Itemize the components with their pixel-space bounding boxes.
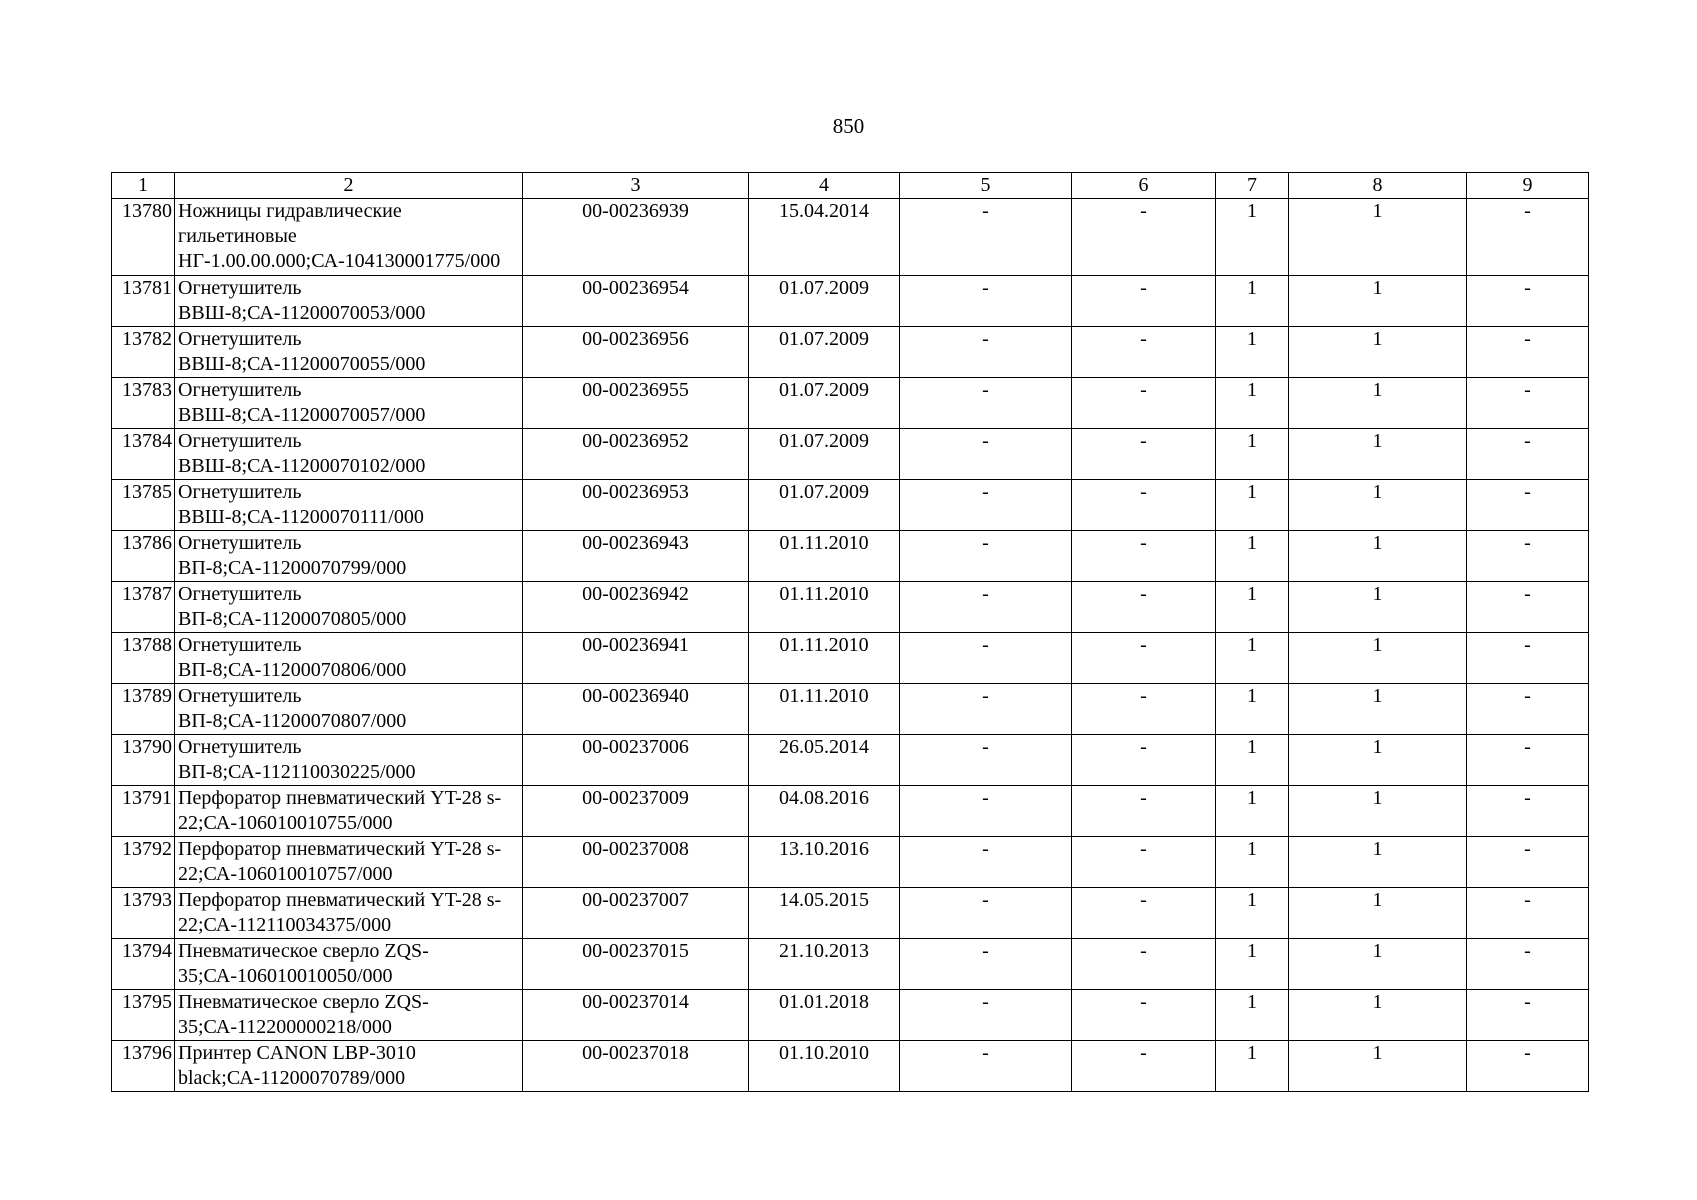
item-name-cell: Перфоратор пневматический YT-28 s-22;СА-112110034375/000	[175, 888, 523, 939]
column-5-cell: -	[900, 480, 1072, 531]
column-header: 1	[112, 173, 175, 199]
column-8-cell: 1	[1289, 429, 1467, 480]
column-9-cell: -	[1467, 684, 1589, 735]
column-5-cell: -	[900, 582, 1072, 633]
row-number-cell: 13790	[112, 735, 175, 786]
column-9-cell: -	[1467, 276, 1589, 327]
item-name-cell: Огнетушитель ВП-8;СА-11200070805/000	[175, 582, 523, 633]
date-cell: 01.07.2009	[749, 480, 900, 531]
table-row	[112, 837, 1589, 888]
column-7-cell: 1	[1216, 837, 1289, 888]
table-row	[112, 990, 1589, 1041]
column-5-cell: -	[900, 735, 1072, 786]
column-6-cell: -	[1072, 990, 1216, 1041]
date-cell: 04.08.2016	[749, 786, 900, 837]
inventory-code-cell: 00-00237014	[523, 990, 749, 1041]
column-header: 5	[900, 173, 1072, 199]
column-7-cell: 1	[1216, 990, 1289, 1041]
row-number-cell: 13783	[112, 378, 175, 429]
column-6-cell: -	[1072, 735, 1216, 786]
column-7-cell: 1	[1216, 939, 1289, 990]
item-name-cell: Огнетушитель ВВШ-8;СА-11200070053/000	[175, 276, 523, 327]
column-7-cell: 1	[1216, 531, 1289, 582]
table-row	[112, 684, 1589, 735]
date-cell: 01.11.2010	[749, 633, 900, 684]
column-5-cell: -	[900, 888, 1072, 939]
column-8-cell: 1	[1289, 888, 1467, 939]
item-name-cell: Огнетушитель ВВШ-8;СА-11200070057/000	[175, 378, 523, 429]
column-8-cell: 1	[1289, 837, 1467, 888]
row-number-cell: 13789	[112, 684, 175, 735]
inventory-code-cell: 00-00236940	[523, 684, 749, 735]
column-5-cell: -	[900, 429, 1072, 480]
column-8-cell: 1	[1289, 684, 1467, 735]
inventory-code-cell: 00-00236941	[523, 633, 749, 684]
date-cell: 01.07.2009	[749, 327, 900, 378]
column-8-cell: 1	[1289, 531, 1467, 582]
column-header: 3	[523, 173, 749, 199]
item-name-cell: Огнетушитель ВВШ-8;СА-11200070111/000	[175, 480, 523, 531]
column-6-cell: -	[1072, 531, 1216, 582]
column-7-cell: 1	[1216, 199, 1289, 276]
column-header: 4	[749, 173, 900, 199]
row-number-cell: 13796	[112, 1041, 175, 1092]
column-6-cell: -	[1072, 582, 1216, 633]
date-cell: 01.07.2009	[749, 276, 900, 327]
row-number-cell: 13787	[112, 582, 175, 633]
column-6-cell: -	[1072, 378, 1216, 429]
column-7-cell: 1	[1216, 480, 1289, 531]
date-cell: 01.07.2009	[749, 429, 900, 480]
page-number: 850	[832, 114, 865, 138]
table-row	[112, 378, 1589, 429]
column-5-cell: -	[900, 786, 1072, 837]
inventory-code-cell: 00-00237018	[523, 1041, 749, 1092]
item-name-cell: Принтер CANON LBP-3010 black;СА-11200070789/000	[175, 1041, 523, 1092]
table-row	[112, 786, 1589, 837]
item-name-cell: Огнетушитель ВВШ-8;СА-11200070102/000	[175, 429, 523, 480]
date-cell: 01.01.2018	[749, 990, 900, 1041]
column-6-cell: -	[1072, 786, 1216, 837]
column-8-cell: 1	[1289, 1041, 1467, 1092]
column-5-cell: -	[900, 939, 1072, 990]
column-7-cell: 1	[1216, 786, 1289, 837]
column-9-cell: -	[1467, 429, 1589, 480]
column-6-cell: -	[1072, 199, 1216, 276]
column-header: 6	[1072, 173, 1216, 199]
column-header: 8	[1289, 173, 1467, 199]
date-cell: 01.07.2009	[749, 378, 900, 429]
column-7-cell: 1	[1216, 684, 1289, 735]
inventory-code-cell: 00-00236955	[523, 378, 749, 429]
item-name-cell: Пневматическое сверло ZQS-35;СА-112200000218/000	[175, 990, 523, 1041]
column-8-cell: 1	[1289, 276, 1467, 327]
table-row	[112, 582, 1589, 633]
row-number-cell: 13784	[112, 429, 175, 480]
row-number-cell: 13794	[112, 939, 175, 990]
item-name-cell: Огнетушитель ВП-8;СА-11200070806/000	[175, 633, 523, 684]
row-number-cell: 13791	[112, 786, 175, 837]
table-row	[112, 199, 1589, 276]
column-5-cell: -	[900, 199, 1072, 276]
column-6-cell: -	[1072, 633, 1216, 684]
inventory-code-cell: 00-00236952	[523, 429, 749, 480]
row-number-cell: 13786	[112, 531, 175, 582]
inventory-code-cell: 00-00237007	[523, 888, 749, 939]
column-6-cell: -	[1072, 837, 1216, 888]
column-header: 9	[1467, 173, 1589, 199]
inventory-code-cell: 00-00236954	[523, 276, 749, 327]
item-name-cell: Огнетушитель ВП-8;СА-11200070807/000	[175, 684, 523, 735]
column-8-cell: 1	[1289, 480, 1467, 531]
date-cell: 15.04.2014	[749, 199, 900, 276]
column-8-cell: 1	[1289, 582, 1467, 633]
inventory-code-cell: 00-00236939	[523, 199, 749, 276]
column-9-cell: -	[1467, 1041, 1589, 1092]
column-6-cell: -	[1072, 684, 1216, 735]
table-row	[112, 888, 1589, 939]
item-name-cell: Огнетушитель ВП-8;СА-112110030225/000	[175, 735, 523, 786]
inventory-code-cell: 00-00237006	[523, 735, 749, 786]
column-8-cell: 1	[1289, 327, 1467, 378]
column-6-cell: -	[1072, 888, 1216, 939]
inventory-code-cell: 00-00237015	[523, 939, 749, 990]
column-7-cell: 1	[1216, 735, 1289, 786]
date-cell: 14.05.2015	[749, 888, 900, 939]
column-5-cell: -	[900, 327, 1072, 378]
column-6-cell: -	[1072, 1041, 1216, 1092]
table-row	[112, 531, 1589, 582]
column-5-cell: -	[900, 276, 1072, 327]
row-number-cell: 13792	[112, 837, 175, 888]
item-name-cell: Перфоратор пневматический YT-28 s-22;СА-106010010755/000	[175, 786, 523, 837]
column-5-cell: -	[900, 837, 1072, 888]
item-name-cell: Ножницы гидравлические гильетиновые НГ-1.00.00.000;СА-104130001775/000	[175, 199, 523, 276]
column-5-cell: -	[900, 633, 1072, 684]
column-8-cell: 1	[1289, 633, 1467, 684]
table-row	[112, 480, 1589, 531]
inventory-code-cell: 00-00237008	[523, 837, 749, 888]
row-number-cell: 13793	[112, 888, 175, 939]
item-name-cell: Пневматическое сверло ZQS-35;СА-106010010050/000	[175, 939, 523, 990]
column-9-cell: -	[1467, 735, 1589, 786]
date-cell: 13.10.2016	[749, 837, 900, 888]
column-6-cell: -	[1072, 480, 1216, 531]
table-row	[112, 633, 1589, 684]
column-9-cell: -	[1467, 990, 1589, 1041]
column-6-cell: -	[1072, 327, 1216, 378]
date-cell: 01.11.2010	[749, 582, 900, 633]
inventory-code-cell: 00-00236942	[523, 582, 749, 633]
table-row	[112, 429, 1589, 480]
column-8-cell: 1	[1289, 199, 1467, 276]
date-cell: 21.10.2013	[749, 939, 900, 990]
column-6-cell: -	[1072, 429, 1216, 480]
column-6-cell: -	[1072, 276, 1216, 327]
date-cell: 01.11.2010	[749, 531, 900, 582]
column-8-cell: 1	[1289, 990, 1467, 1041]
column-8-cell: 1	[1289, 786, 1467, 837]
inventory-code-cell: 00-00236953	[523, 480, 749, 531]
inventory-code-cell: 00-00237009	[523, 786, 749, 837]
inventory-table	[111, 172, 1589, 1092]
column-header: 2	[175, 173, 523, 199]
column-7-cell: 1	[1216, 429, 1289, 480]
column-5-cell: -	[900, 378, 1072, 429]
item-name-cell: Огнетушитель ВП-8;СА-11200070799/000	[175, 531, 523, 582]
column-8-cell: 1	[1289, 378, 1467, 429]
column-7-cell: 1	[1216, 378, 1289, 429]
item-name-cell: Огнетушитель ВВШ-8;СА-11200070055/000	[175, 327, 523, 378]
table-row	[112, 1041, 1589, 1092]
column-5-cell: -	[900, 1041, 1072, 1092]
table-header-row	[112, 173, 1589, 199]
item-name-cell: Перфоратор пневматический YT-28 s-22;СА-106010010757/000	[175, 837, 523, 888]
column-9-cell: -	[1467, 582, 1589, 633]
row-number-cell: 13782	[112, 327, 175, 378]
table-row	[112, 939, 1589, 990]
column-5-cell: -	[900, 684, 1072, 735]
column-8-cell: 1	[1289, 939, 1467, 990]
table-row	[112, 276, 1589, 327]
column-5-cell: -	[900, 531, 1072, 582]
column-8-cell: 1	[1289, 735, 1467, 786]
column-9-cell: -	[1467, 531, 1589, 582]
column-6-cell: -	[1072, 939, 1216, 990]
column-9-cell: -	[1467, 837, 1589, 888]
row-number-cell: 13780	[112, 199, 175, 276]
date-cell: 26.05.2014	[749, 735, 900, 786]
row-number-cell: 13781	[112, 276, 175, 327]
column-9-cell: -	[1467, 327, 1589, 378]
row-number-cell: 13785	[112, 480, 175, 531]
row-number-cell: 13788	[112, 633, 175, 684]
column-9-cell: -	[1467, 378, 1589, 429]
column-9-cell: -	[1467, 888, 1589, 939]
date-cell: 01.11.2010	[749, 684, 900, 735]
column-9-cell: -	[1467, 633, 1589, 684]
table-row	[112, 735, 1589, 786]
column-7-cell: 1	[1216, 276, 1289, 327]
table-row	[112, 327, 1589, 378]
column-7-cell: 1	[1216, 1041, 1289, 1092]
column-7-cell: 1	[1216, 582, 1289, 633]
column-header: 7	[1216, 173, 1289, 199]
table-body	[112, 199, 1589, 1092]
column-9-cell: -	[1467, 480, 1589, 531]
inventory-code-cell: 00-00236956	[523, 327, 749, 378]
column-9-cell: -	[1467, 939, 1589, 990]
column-9-cell: -	[1467, 786, 1589, 837]
row-number-cell: 13795	[112, 990, 175, 1041]
date-cell: 01.10.2010	[749, 1041, 900, 1092]
column-7-cell: 1	[1216, 888, 1289, 939]
column-7-cell: 1	[1216, 633, 1289, 684]
column-9-cell: -	[1467, 199, 1589, 276]
column-5-cell: -	[900, 990, 1072, 1041]
inventory-code-cell: 00-00236943	[523, 531, 749, 582]
column-7-cell: 1	[1216, 327, 1289, 378]
